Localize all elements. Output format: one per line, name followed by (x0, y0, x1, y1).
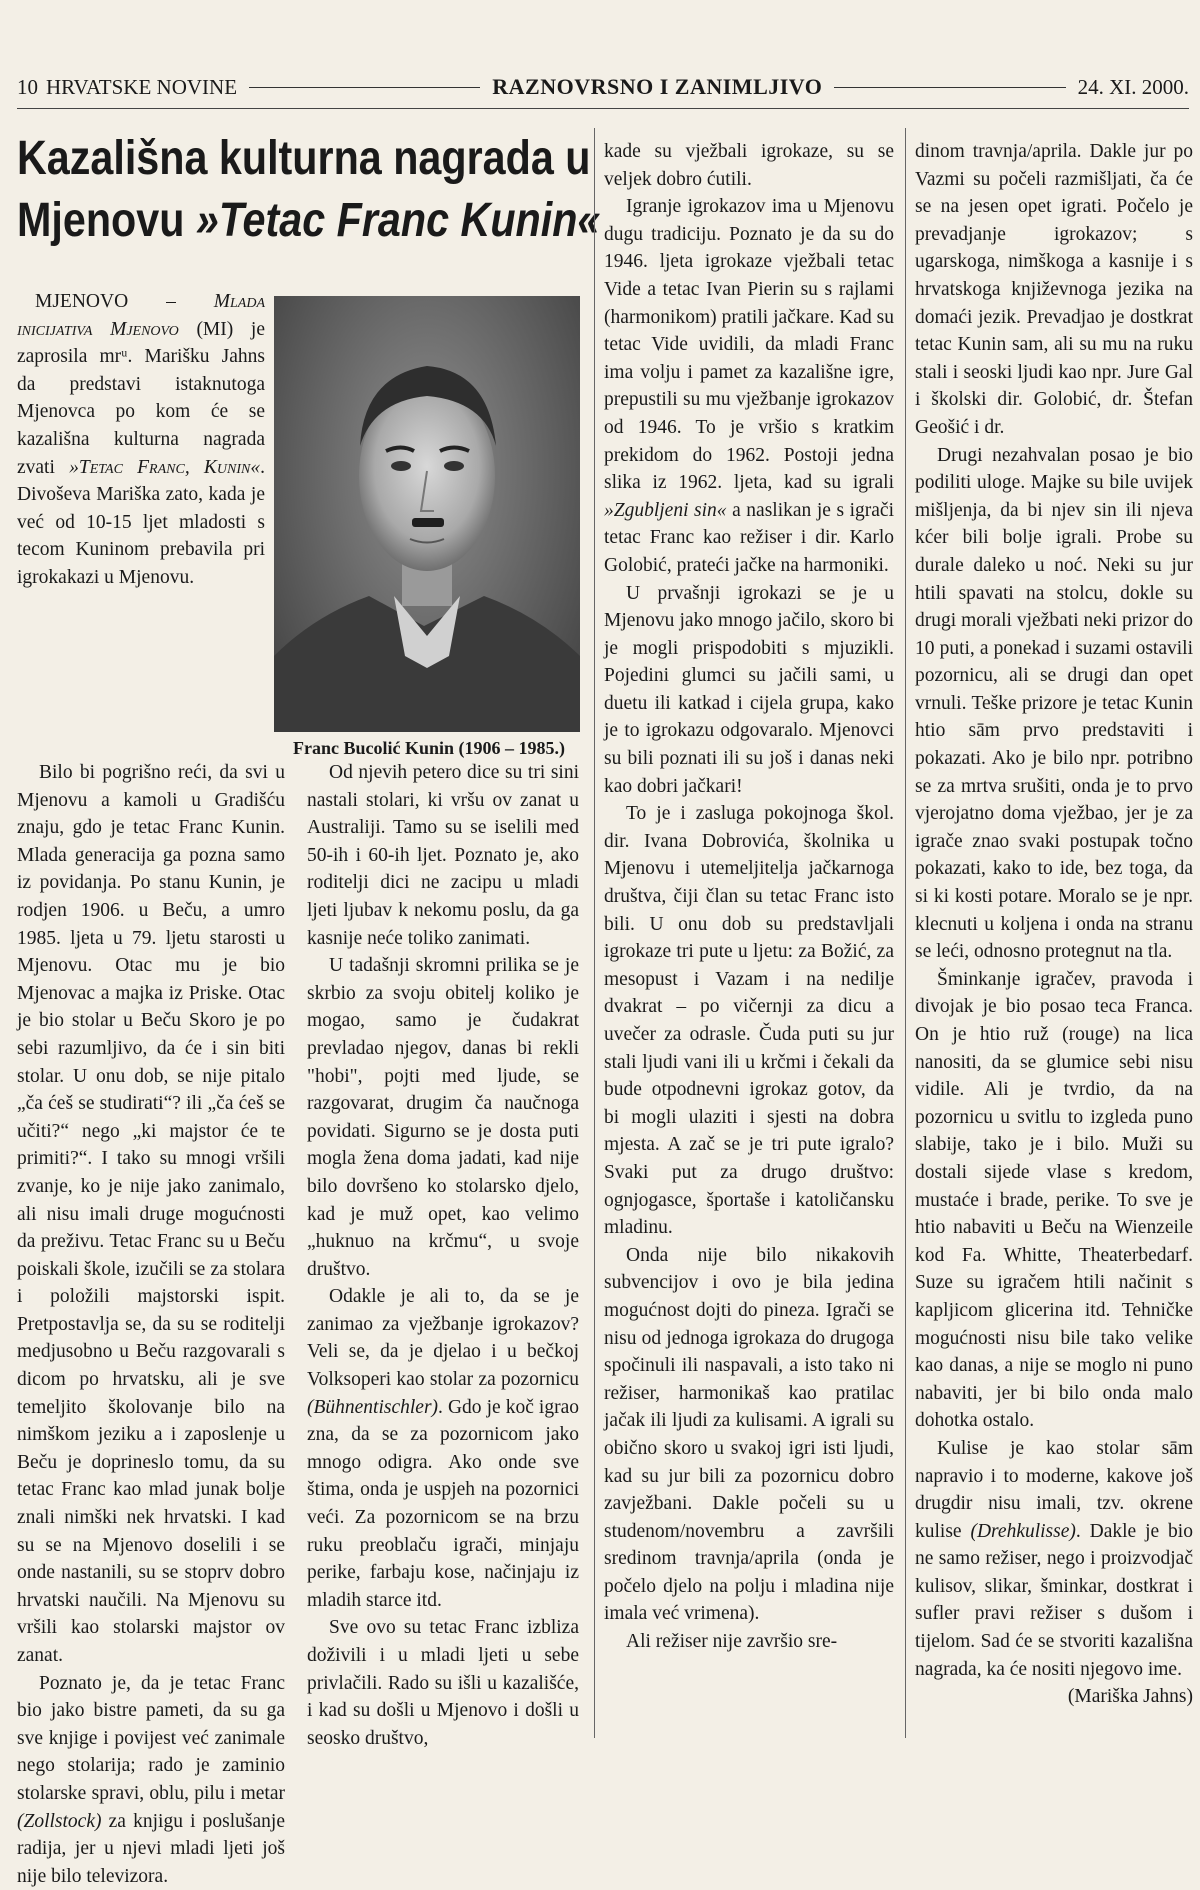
lead-text: (MI) je zaprosila mrᵘ. Marišku Jahns da predstavi istaknutoga Mjenovca po kom će se kazališna kulturna nagrada zvati (17, 318, 265, 478)
header-divider (17, 108, 1189, 109)
lead-award: »Tetac Franc, Kunin« (69, 456, 261, 478)
paragraph-italic: (Zollstock) (17, 1810, 102, 1832)
paragraph: kade su vježbali igrokaze, su se veljek dobro ćutili. (604, 141, 894, 190)
paragraph-text: Kulise je kao stolar sām napravio i to moderne, kakove još drugdir nisu imali, tzv. okrene kulise (915, 1437, 1193, 1542)
issue-date: 24. XI. 2000. (1077, 74, 1190, 99)
paragraph (604, 193, 894, 579)
paragraph-italic: (Drehkulisse) (970, 1520, 1076, 1542)
paragraph: Ali režiser nije završio sre- (626, 1631, 838, 1653)
paragraph: U prvašnji igrokazi se je u Mjenovu jako mnogo jačilo, skoro bi je mogli prispodobiti s mjuzikli. Pojedini glumci su jačili sami, u duetu ili katkad i cijela grupa, kako je to igrokazu odgovaralo. Mjenovci su bili poznati ili su još i danas neki kao dobri jačkari! (604, 582, 894, 797)
paragraph-text: Igranje igrokazov ima u Mjenovu dugu tradiciju. Poznato je da su do 1946. ljeta igrokaze vježbali tetac Vide a tetac Ivan Pierin su s rajlami (harmonikom) pratili jačkare. Kad su tetac Vide uvidili, da mladi Franc ima volju i pamet za kazališne igre, prepustili su mu vježbanje igrokazov od 1946. To je vršio s kratkim prekidom do 1962. Postoji jedna slika iz 1962. ljeta, kad su igrali (604, 196, 894, 494)
column-2 (307, 759, 579, 1752)
section-title: RAZNOVRSNO I ZANIMLJIVO (492, 74, 823, 99)
paragraph: Šminkanje igračev, pravoda i divojak je bio posao teca Franca. On je htio ruž (rouge) na lica nanositi, da se glumice sebi nisu vidile. Ali je tvrdio, da na pozornicu u svitlu to izgleda puno slabije, tako je i bilo. Muži su dostali sijede vlase s kredom, mustaće i brade, perike. To sve je htio nabaviti u Beču na Wienzeile kod Fa. Whitte, Theaterbedarf. Suze su igračem htili načinit s kapljicom glicerina itd. Tehničke mogućnosti nisu bile tako velike kao danas, a nije se moglo ni puno nabaviti, jer bi bilo onda malo dohotka ostalo. (915, 968, 1193, 1432)
paragraph-text: . Gdo je koč igrao zna, da se za pozornicom jako mnogo odigra. Ako onde sve štima, onda je uspjeh na pozornici veći. Za pozornicom se na brzu ruku preoblaču igrači, minjaju perike, farbaju kose, načinjaju iz mladih starce itd. (307, 1396, 579, 1611)
portrait-photo (274, 296, 580, 732)
column-rule-2 (905, 128, 906, 1738)
paragraph: Drugi nezahvalan posao je bio podiliti uloge. Majke su bile uvijek mišljenja, da bi njev sin ili njeva kćer bili bolje igrali. Probe su durale daleko u noć. Neki su jur htili spavati na stolcu, dokle su drugi morali vježbati neki prizor do 10 puti, a ponekad i suzami ostavili pozornicu, ali se drugi dan opet vrnuli. Teške prizore je tetac Kunin htio sām prvo predstaviti i pokazati. Ako je bilo npr. potribno se za mrtva srušiti, onda je to prvo vjerojatno doma vježbao, jer je za igrače znao svaki postupak točno pokazati, kako to ide, bez toga, da si ki kosti potare. Moralo se je npr. klecnuti u koljena i onda na stranu se leći, odnosno protegnut na tla. (915, 444, 1193, 963)
article-lead (17, 288, 265, 592)
paragraph: U tadašnji skromni prilika se je skrbio za svoju obitelj koliko je mogao, samo je čudakrat prevladao njegov, danas bi rekli "hobi", pojti med ljude, se razgovarat, drugim ča naučnoga povidati. Sigurno se je dosta puti mogla žena doma jadati, kad nije bilo dovršeno ko stolarsko djelo, kad je muž opet, kao velimo „huknuo na krčmu“, u svoje društvo. (307, 955, 579, 1280)
portrait-image (274, 296, 580, 732)
paragraph: Sve ovo su tetac Franc izbliza doživili i u mladi ljeti u sebe privlačili. Rado su išli u kazališće, i kad su došli u Mjenovo i došli u seosko društvo, (307, 1617, 579, 1749)
paragraph-italic: »Zgubljeni sin« (604, 499, 727, 521)
column-rule-1 (594, 128, 595, 1738)
paragraph (915, 1435, 1193, 1683)
paragraph (17, 1670, 285, 1890)
header-rule-right (834, 87, 1065, 88)
paragraph-text: za knjigu i poslušanje radija, jer u njevi mladi ljeti još nije bilo televizora. (17, 1810, 285, 1887)
paragraph-text: a naslikan je s igrači tetac Franc kao režiser i dir. Karlo Golobić, prateći jačke na harmoniki. (604, 499, 894, 576)
lead-place: MJENOVO – (35, 291, 214, 312)
article-headline (17, 128, 601, 252)
page-number: 10 (17, 74, 38, 99)
headline-line-1: Kazališna kulturna nagrada u (17, 132, 591, 185)
column-3 (604, 138, 894, 1656)
header-rule-left (249, 87, 480, 88)
paragraph (307, 1283, 579, 1614)
paragraph: Od njevih petero dice su tri sini nastali stolari, ki vršu ov zanat u Australiji. Tamo su se iselili med 50-ih i 60-ih ljet. Poznato je, ako roditelji dici ne zacipu u mladi ljeti ljubav k nekomu poslu, da ga kasnije neće toliko zanimati. (307, 762, 579, 949)
headline-award: »Tetac Franc Kunin« (195, 194, 601, 247)
author-signature: (Mariška Jahns) (1067, 1686, 1193, 1708)
paragraph-text: . Dakle je bio ne samo režiser, nego i proizvodjač kulisov, slikar, šminkar, dostkrat i sufler pravi režiser s dušom i tijelom. Sad će se stvoriti kazališna nagrada, ka će nositi njegovo ime. (915, 1520, 1193, 1680)
photo-caption: Franc Bucolić Kunin (1906 – 1985.) (292, 738, 565, 758)
paragraph: Bilo bi pogrišno reći, da svi u Mjenovu a kamoli u Gradišću znaju, gdo je tetac Franc Kunin. Mlada generacija ga pozna samo iz povidanja. Po stanu Kunin, je rodjen 1906. u Beču, a umro 1985. ljeta u 79. ljetu starosti u Mjenovu. Otac mu je bio Mjenovac a majka iz Priske. Otac je bio stolar u Beču Skoro je po sebi razumljivo, da će i sin biti stolar. U onu dob, se nije pitalo „ča ćeš se studirati“? ili „ča ćeš se učiti?“ nego „ki majstor će te primiti?“. I tako su mnogi vršili zvanje, ko je nije jako zanimalo, ali nisu imali druge mogućnosti da preživu. Tetac Franc su u Beču poiskali škole, izučili se za stolara i položili majstorski ispit. Pretpostavlja se, da su se roditelji medjusobno u Beču razgovarali s dicom po hrvatsku, ali je sve temeljito školovanje bilo na nimškom jeziku a i zaposlenje u Beču je doprineslo tomu, da su tetac Franc kao mlad junak bolje znali nimški nek hrvatski. I kad su se na Mjenovo doselili i se onde nastanili, su se stoprv dobro hrvatski naučili. Na Mjenovu su vršili kao stolarski majstor ov zanat. (17, 762, 285, 1666)
paragraph: To je i zasluga pokojnoga škol. dir. Ivana Dobrovića, školnika u Mjenovu i utemeljitelja jačkarnoga društva, čiji član su tetac Franc isto bili. U onu dob su predstavljali igrokaze tri pute u ljetu: za Božić, za mesopust i Vazam i na nedilje dvakrat – po vičernji za dicu a uvečer za odrasle. Čuda puti su jur stali ljudi vani ili u krčmi i čekali da bude otpodnevni igrokaz gotov, da bi mogli ulaziti i sjesti na dobra mjesta. A zač se je tri pute igralo? Svaki put za drugo društvo: ognjogasce, športaše i katoličansku mladinu. (604, 803, 894, 1239)
paragraph-text: Odakle je ali to, da se je zanimao za vježbanje igrokazov? Veli se, da je djelao i u bečkoj Volksoperi kao stolar za pozornicu (307, 1286, 579, 1391)
paragraph: dinom travnja/aprila. Dakle jur po Vazmi su počeli razmišljati, ča će se na jesen opet igrati. Počelo je prevadjanje igrokazov; s ugarskoga, nimškoga a kasnije i s hrvatskoga književnoga jezika na domaći jezik. Prevadjao je dostkrat tetac Kunin sam, ali su mu na ruku stali i seoski ljudi kao npr. Jure Gal i školski dir. Golobić, dr. Štefan Geošić i dr. (915, 141, 1193, 438)
headline-line-2 (17, 190, 601, 252)
lead-end: . Divoševa Mariška zato, kada je već od 10-15 ljet mladosti s tecom Kuninom prebavila pri igrokakazi u Mjenovu. (17, 456, 265, 588)
paragraph: Onda nije bilo nikakovih subvencijov i ovo je bila jedina mogućnost dojti do pineza. Igrači se nisu od jednoga igrokaza do drugoga spočinuli ili naspavali, a isto tako ni režiser, harmonikaš kao pratilac jačak ili ljudi za kulisami. A igrali su obično skoro u svakoj igri isti ljudi, kad su jur bili za pozornicu dobro zavježbani. Dakle počeli su u studenom/novembru a završili sredinom travnja/aprila (onda je počelo djelo na polju i mladina nije imala već vrimena). (604, 1244, 894, 1625)
paragraph-text: Poznato je, da je tetac Franc bio jako bistre pameti, da su ga sve knjige i povijest već zanimale nego stolarija; rado je zaminio stolarske spravi, oblu, pilu i metar (17, 1672, 285, 1804)
column-4 (915, 138, 1193, 1711)
headline-place: Mjenovu (17, 194, 196, 247)
column-1 (17, 759, 285, 1890)
newspaper-name: HRVATSKE NOVINE (46, 74, 238, 99)
page-header (17, 70, 1189, 104)
paragraph-italic: (Bühnentischler) (307, 1396, 439, 1418)
lead-organization: Mlada inicijativa Mjenovo (17, 291, 265, 340)
